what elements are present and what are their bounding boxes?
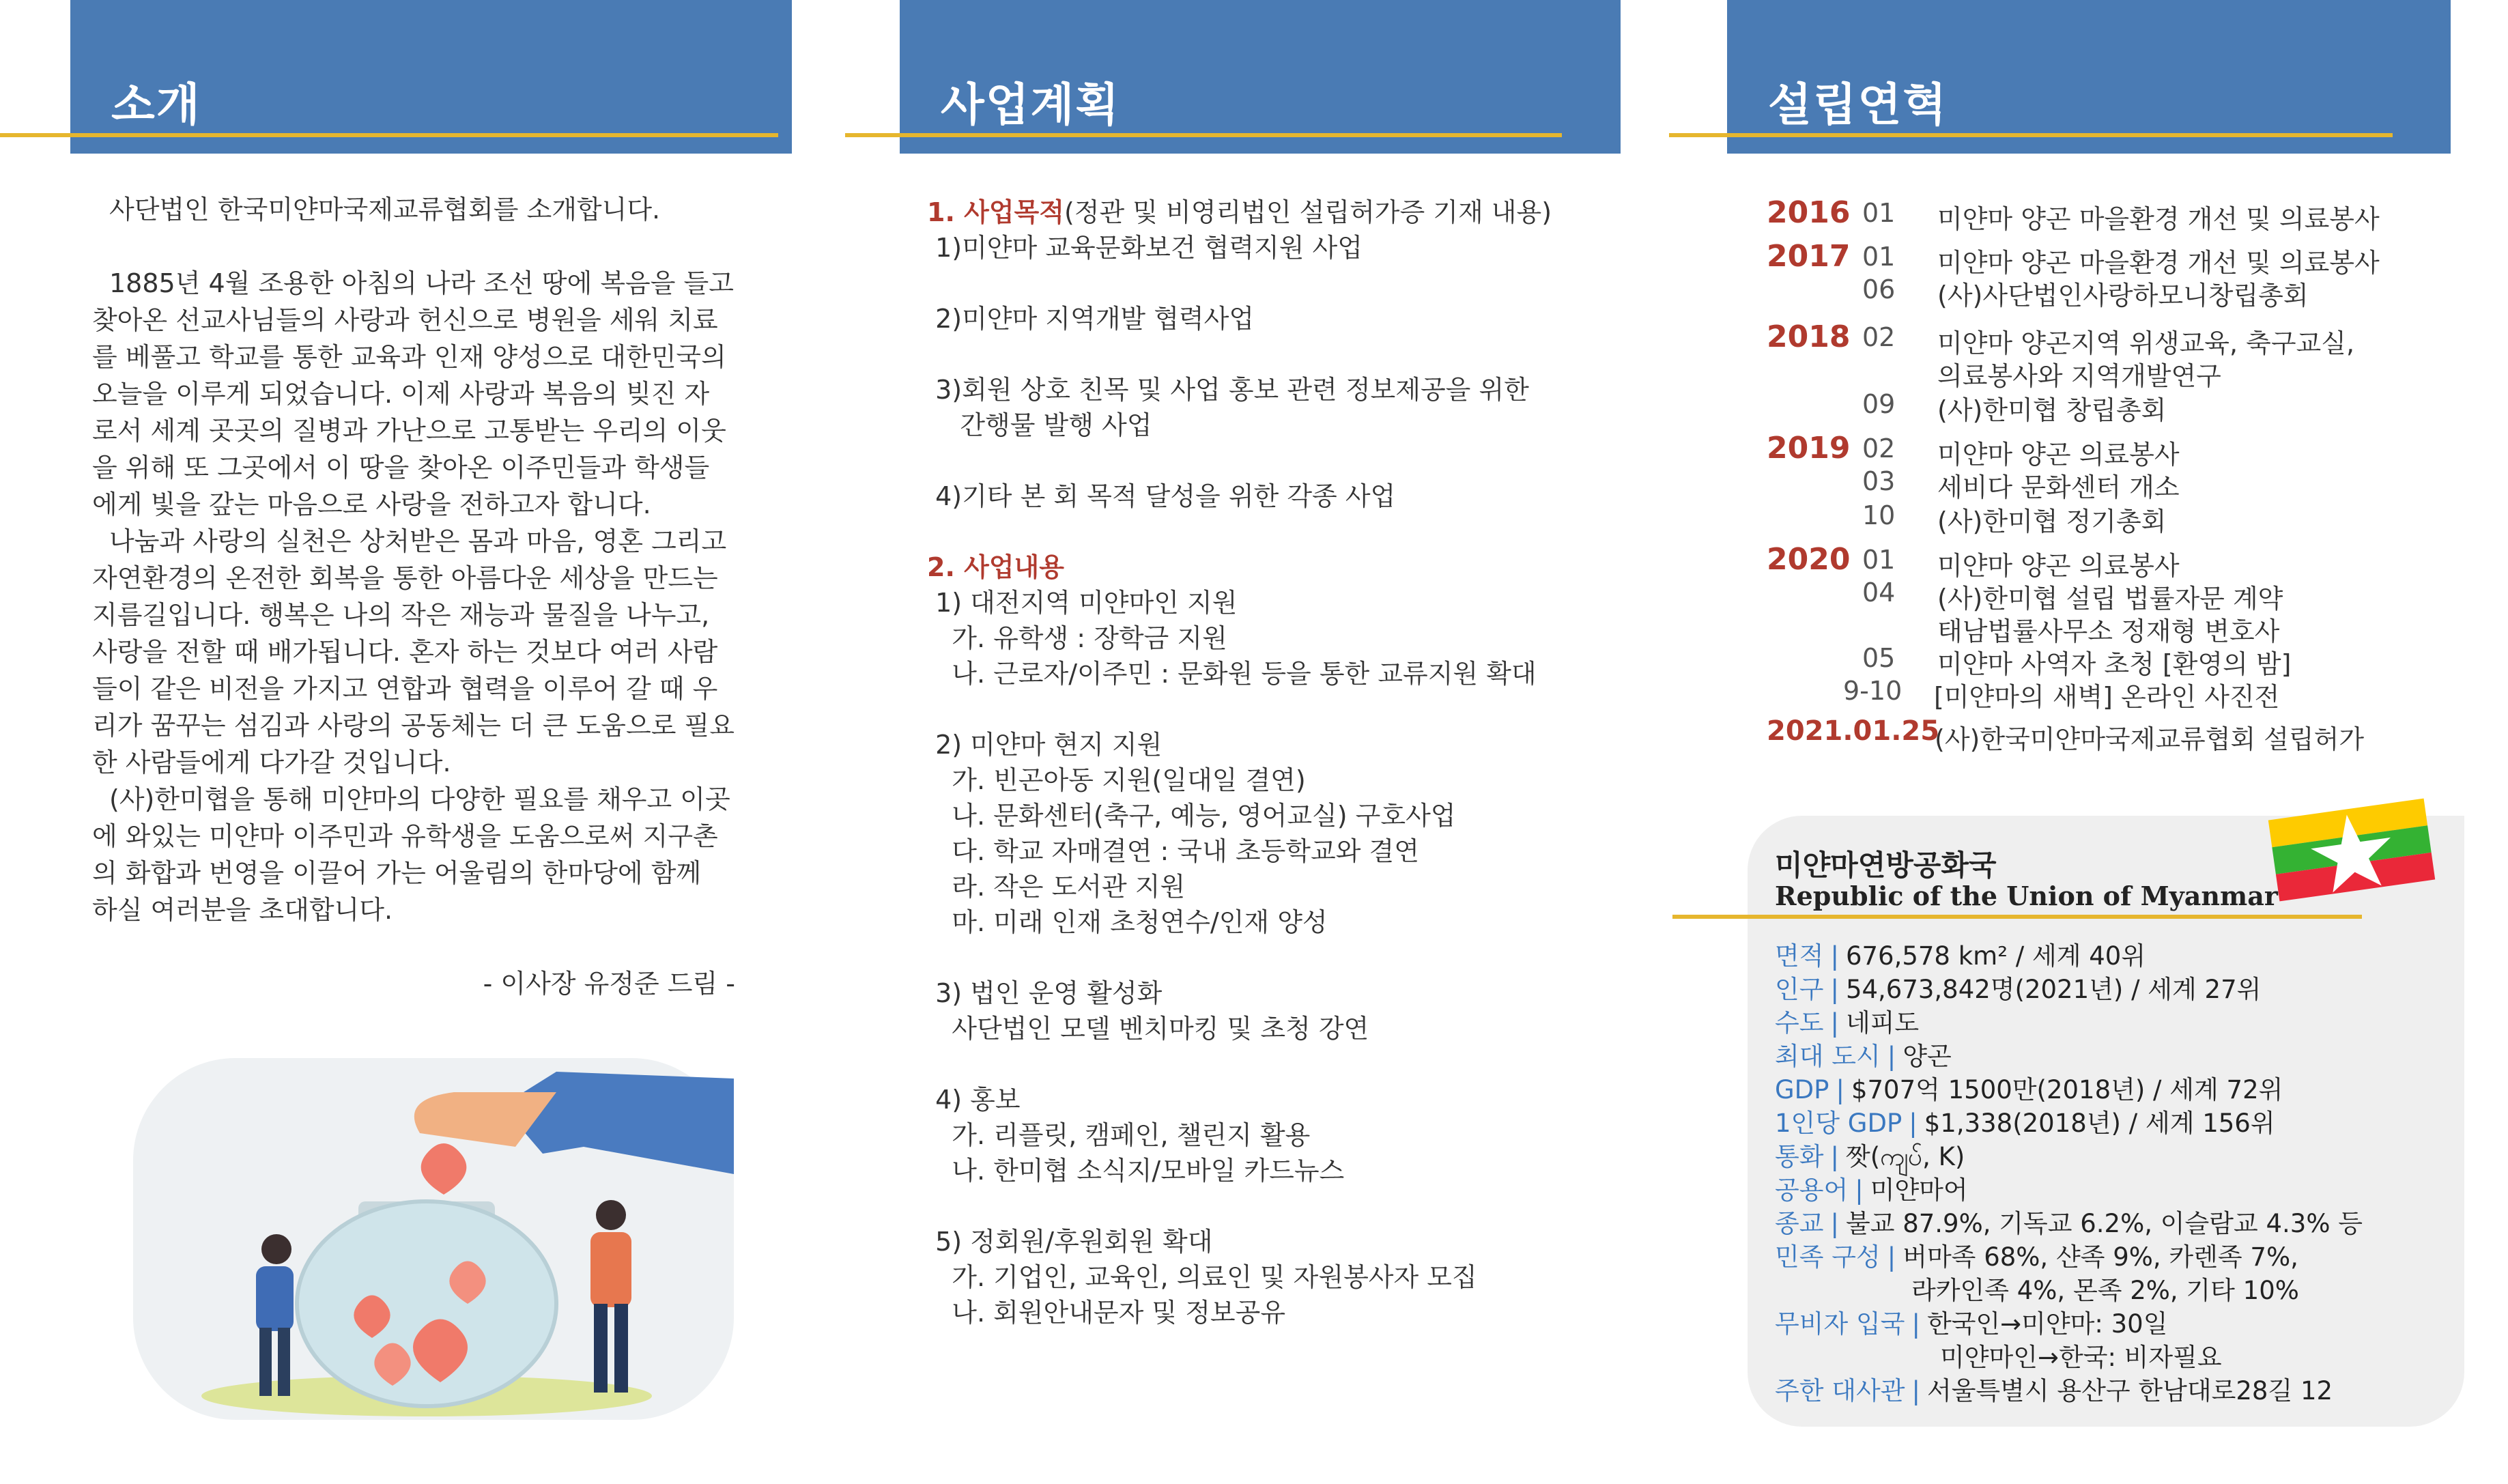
plan-item: 나. 회원안내문자 및 정보공유: [927, 1298, 1286, 1328]
fact-value: 버마족 68%, 샨족 9%, 카렌족 7%,: [1903, 1242, 2298, 1272]
fact-value: 라카인족 4%, 몬족 2%, 기타 10%: [1911, 1276, 2299, 1305]
history-text: (사)한국미얀마국제교류협회 설립허가: [1935, 724, 2365, 754]
person-left-leg: [278, 1328, 290, 1396]
fact-value: $1,338(2018년) / 세계 156위: [1924, 1109, 2275, 1138]
fact-separator: |: [1836, 1075, 1844, 1104]
fact-label: 주한 대사관: [1775, 1376, 1905, 1405]
fact-separator: |: [1911, 1309, 1920, 1339]
plan-item: 마. 미래 인재 초청연수/인재 양성: [927, 907, 1328, 937]
fact-separator: |: [1911, 1376, 1920, 1405]
fact-label: 최대 도시: [1775, 1042, 1881, 1071]
fact-separator: |: [1830, 1142, 1839, 1171]
plan-section1-heading: [927, 195, 1610, 230]
plan-section1-label: 1. 사업목적: [927, 197, 1064, 227]
fact-value: 서울특별시 용산구 한남대로28길 12: [1926, 1376, 2333, 1405]
plan-rule: [845, 133, 1562, 137]
history-month: 01: [1862, 545, 1896, 575]
fact-label: 공용어: [1775, 1175, 1849, 1205]
plan-item: [927, 691, 1610, 727]
history-month: 02: [1862, 322, 1896, 352]
history-text: 태남법률사무소 정재형 변호사: [1937, 616, 2280, 646]
person-left-body: [256, 1266, 294, 1331]
history-text: 의료봉사와 지역개발연구: [1937, 361, 2221, 391]
plan-item: 가. 빈곤아동 지원(일대일 결연): [927, 765, 1306, 795]
fact-separator: |: [1855, 1175, 1864, 1205]
history-month: 01: [1862, 198, 1896, 228]
history-text: (사)한미협 설립 법률자문 계약: [1937, 584, 2283, 614]
history-month: 03: [1862, 466, 1896, 496]
fact-separator: |: [1830, 1209, 1839, 1238]
intro-line: 를 베풀고 학교를 통한 교육과 인재 양성으로 대한민국의: [92, 342, 726, 372]
plan-item: 가. 리플릿, 캠페인, 챌린지 활용: [927, 1120, 1311, 1150]
intro-line: 나눔과 사랑의 실천은 상처받은 몸과 마음, 영혼 그리고: [109, 526, 727, 556]
fact-row: [1775, 1002, 1919, 1039]
fact-label: 민족 구성: [1775, 1242, 1881, 1272]
intro-line: 을 위해 또 그곳에서 이 땅을 찾아온 이주민들과 학생들: [92, 453, 710, 483]
fact-value: 미얀마어: [1870, 1175, 1968, 1205]
history-year: 2021.01.25: [1767, 715, 1940, 747]
country-rule: [1672, 915, 2362, 919]
fact-row: [1775, 1036, 1952, 1072]
history-year: 2020: [1767, 542, 1851, 577]
history-text: 미얀마 양곤 의료봉사: [1937, 440, 2180, 470]
intro-line: 리가 꿈꾸는 섬김과 사랑의 공동체는 더 큰 도움으로 필요: [92, 711, 735, 741]
plan-item: 3)회원 상호 친목 및 사업 홍보 관련 정보제공을 위한: [927, 375, 1529, 405]
fact-row: [1775, 1169, 1968, 1206]
plan-item: 다. 학교 자매결연 : 국내 초등학교와 결연: [927, 836, 1419, 866]
fact-row: [1775, 969, 2261, 1005]
intro-line: 로서 세계 곳곳의 질병과 가난으로 고통받는 우리의 이웃: [92, 416, 726, 446]
plan-title: 사업계획: [941, 79, 1121, 131]
country-name-ko: 미얀마연방공화국: [1775, 848, 1997, 882]
history-year: 2017: [1767, 239, 1851, 274]
intro-line: 1885년 4월 조용한 아침의 나라 조선 땅에 복음을 들고: [109, 268, 734, 298]
intro-line: 자연환경의 온전한 회복을 통한 아름다운 세상을 만드는: [92, 563, 718, 593]
fact-label: 수도: [1775, 1008, 1824, 1038]
plan-item: 1) 대전지역 미얀마인 지원: [927, 588, 1238, 618]
intro-line: 에 와있는 미얀마 이주민과 유학생을 도움으로써 지구촌: [92, 821, 718, 851]
donation-jar-illustration: [133, 1044, 747, 1427]
plan-item: 3) 법인 운영 활성화: [927, 978, 1163, 1008]
plan-item: 나. 근로자/이주민 : 문화원 등을 통한 교류지원 확대: [927, 659, 1537, 689]
history-header: [1727, 0, 2451, 154]
history-year: 2018: [1767, 319, 1851, 354]
fact-value: $707억 1500만(2018년) / 세계 72위: [1851, 1075, 2283, 1104]
plan-item: 1)미얀마 교육문화보건 협력지원 사업: [927, 233, 1363, 263]
plan-item: 2) 미얀마 현지 지원: [927, 730, 1163, 760]
fact-value: 54,673,842명(2021년) / 세계 27위: [1845, 975, 2262, 1004]
plan-header: [900, 0, 1621, 154]
fact-row: [1775, 935, 2146, 972]
plan-item: [927, 337, 1610, 372]
intro-line: 사랑을 전할 때 배가됩니다. 혼자 하는 것보다 여러 사람: [92, 637, 718, 667]
fact-row: [1940, 1337, 2222, 1373]
country-name-en: Republic of the Union of Myanmar: [1775, 881, 2278, 911]
fact-row: [1775, 1303, 2167, 1340]
intro-body: [92, 191, 749, 1002]
fact-value: 미얀마인→한국: 비자필요: [1940, 1343, 2222, 1372]
plan-item: 4) 홍보: [927, 1085, 1021, 1115]
plan-item: 5) 정회원/후원회원 확대: [927, 1227, 1213, 1257]
plan-item: [927, 940, 1610, 975]
history-text: (사)한미협 창립총회: [1937, 395, 2167, 425]
fact-separator: |: [1887, 1242, 1896, 1272]
fact-separator: |: [1830, 1008, 1839, 1038]
fact-label: 무비자 입국: [1775, 1309, 1905, 1339]
fact-label: 면적: [1775, 941, 1824, 971]
intro-line: (사)한미협을 통해 미얀마의 다양한 필요를 채우고 이곳: [109, 784, 730, 814]
country-info-box: [1748, 816, 2464, 1427]
history-text: 미얀마 사역자 초청 [환영의 밤]: [1937, 649, 2292, 679]
plan-body: [927, 195, 1610, 1330]
fact-separator: |: [1830, 975, 1839, 1004]
fact-row: [1775, 1102, 2275, 1139]
plan-item: 4)기타 본 회 목적 달성을 위한 각종 사업: [927, 481, 1396, 511]
fact-row: [1775, 1203, 2363, 1240]
history-month: 9-10: [1843, 676, 1903, 706]
intro-line: 오늘을 이루게 되었습니다. 이제 사랑과 복음의 빚진 자: [92, 379, 710, 409]
fact-label: 1인당 GDP: [1775, 1109, 1903, 1138]
history-text: 세비다 문화센터 개소: [1937, 472, 2180, 502]
plan-item: 2)미얀마 지역개발 협력사업: [927, 304, 1255, 334]
fact-value: 짯(ကျပ်, K): [1845, 1142, 1965, 1171]
fact-value: 불교 87.9%, 기독교 6.2%, 이슬람교 4.3% 등: [1845, 1209, 2363, 1238]
fact-separator: |: [1830, 941, 1839, 971]
history-text: 미얀마 양곤 마을환경 개선 및 의료봉사: [1937, 248, 2380, 278]
intro-line: 한 사람들에게 다가갈 것입니다.: [92, 747, 451, 777]
person-right-body: [590, 1232, 631, 1307]
fact-value: 한국인→미얀마: 30일: [1926, 1309, 2168, 1339]
plan-item: [927, 266, 1610, 301]
history-month: 10: [1862, 500, 1896, 530]
fact-separator: |: [1887, 1042, 1896, 1071]
history-year: 2019: [1767, 431, 1851, 466]
history-text: 미얀마 양곤 의료봉사: [1937, 551, 2180, 581]
fact-label: 통화: [1775, 1142, 1824, 1171]
person-left-head: [261, 1234, 291, 1264]
intro-line: 하실 여러분을 초대합니다.: [92, 895, 393, 925]
intro-line: 찾아온 선교사님들의 사랑과 헌신으로 병원을 세워 치료: [92, 305, 718, 335]
history-month: 04: [1862, 577, 1896, 608]
history-month: 09: [1862, 389, 1896, 419]
intro-paragraph-3: [92, 781, 749, 928]
intro-greeting: 사단법인 한국미얀마국제교류협회를 소개합니다.: [109, 195, 661, 225]
plan-item: 나. 문화센터(축구, 예능, 영어교실) 구호사업: [927, 801, 1456, 831]
history-text: (사)한미협 정기총회: [1937, 506, 2167, 537]
plan-section1-note: (정관 및 비영리법인 설립허가증 기재 내용): [1064, 197, 1552, 227]
history-text: (사)사단법인사랑하모니창립총회: [1937, 281, 2309, 311]
history-month: 05: [1862, 643, 1896, 673]
plan-item: 라. 작은 도서관 지원: [927, 872, 1186, 902]
intro-title: 소개: [111, 79, 201, 131]
intro-rule: [0, 133, 778, 137]
plan-section2-label: 2. 사업내용: [927, 552, 1064, 582]
history-rule: [1669, 133, 2393, 137]
plan-item: 사단법인 모델 벤치마킹 및 초청 강연: [927, 1014, 1369, 1044]
fact-label: 종교: [1775, 1209, 1824, 1238]
history-text: [미얀마의 새벽] 온라인 사진전: [1934, 682, 2280, 712]
fact-row: [1911, 1270, 2299, 1307]
history-list: [1767, 195, 2463, 765]
person-right-head: [596, 1200, 626, 1230]
plan-item: 나. 한미협 소식지/모바일 카드뉴스: [927, 1156, 1345, 1186]
myanmar-flag-icon: [2266, 795, 2437, 904]
fact-row: [1775, 1370, 2333, 1407]
person-right-leg: [594, 1304, 608, 1393]
intro-paragraph-1: [92, 265, 749, 523]
plan-item: 간행물 발행 사업: [927, 410, 1152, 440]
fact-row: [1775, 1069, 2283, 1106]
fact-value: 네피도: [1845, 1008, 1920, 1038]
plan-item: [927, 443, 1610, 479]
fact-label: 인구: [1775, 975, 1824, 1004]
intro-paragraph-2: [92, 523, 749, 781]
history-month: 02: [1862, 433, 1896, 463]
fact-value: 676,578 km² / 세계 40위: [1845, 941, 2146, 971]
history-text: 미얀마 양곤지역 위생교육, 축구교실,: [1937, 328, 2355, 358]
history-text: 미얀마 양곤 마을환경 개선 및 의료봉사: [1937, 204, 2380, 234]
history-month: 01: [1862, 242, 1896, 272]
intro-signature: - 이사장 유정준 드림 -: [483, 969, 735, 999]
history-year: 2016: [1767, 195, 1851, 230]
intro-line: 에게 빛을 갚는 마음으로 사랑을 전하고자 합니다.: [92, 489, 651, 519]
intro-header: [70, 0, 792, 154]
plan-item: 가. 기업인, 교육인, 의료인 및 자원봉사자 모집: [927, 1262, 1477, 1292]
plan-item: [927, 1188, 1610, 1224]
intro-line: 지름길입니다. 행복은 나의 작은 재능과 물질을 나누고,: [92, 600, 710, 630]
intro-line: 의 화합과 번영을 이끌어 가는 어울림의 한마당에 함께: [92, 858, 702, 888]
jar: [297, 1201, 556, 1406]
fact-row: [1775, 1236, 2298, 1273]
fact-label: GDP: [1775, 1075, 1829, 1104]
intro-line: 들이 같은 비전을 가지고 연합과 협력을 이루어 갈 때 우: [92, 674, 718, 704]
fact-separator: |: [1909, 1109, 1918, 1138]
fact-value: 양곤: [1903, 1042, 1952, 1071]
person-left-leg: [259, 1328, 272, 1396]
history-month: 06: [1862, 274, 1896, 304]
history-title: 설립연혁: [1768, 79, 1948, 131]
plan-item: 가. 유학생 : 장학금 지원: [927, 623, 1227, 653]
person-right-leg: [614, 1304, 628, 1393]
plan-item: [927, 1046, 1610, 1082]
